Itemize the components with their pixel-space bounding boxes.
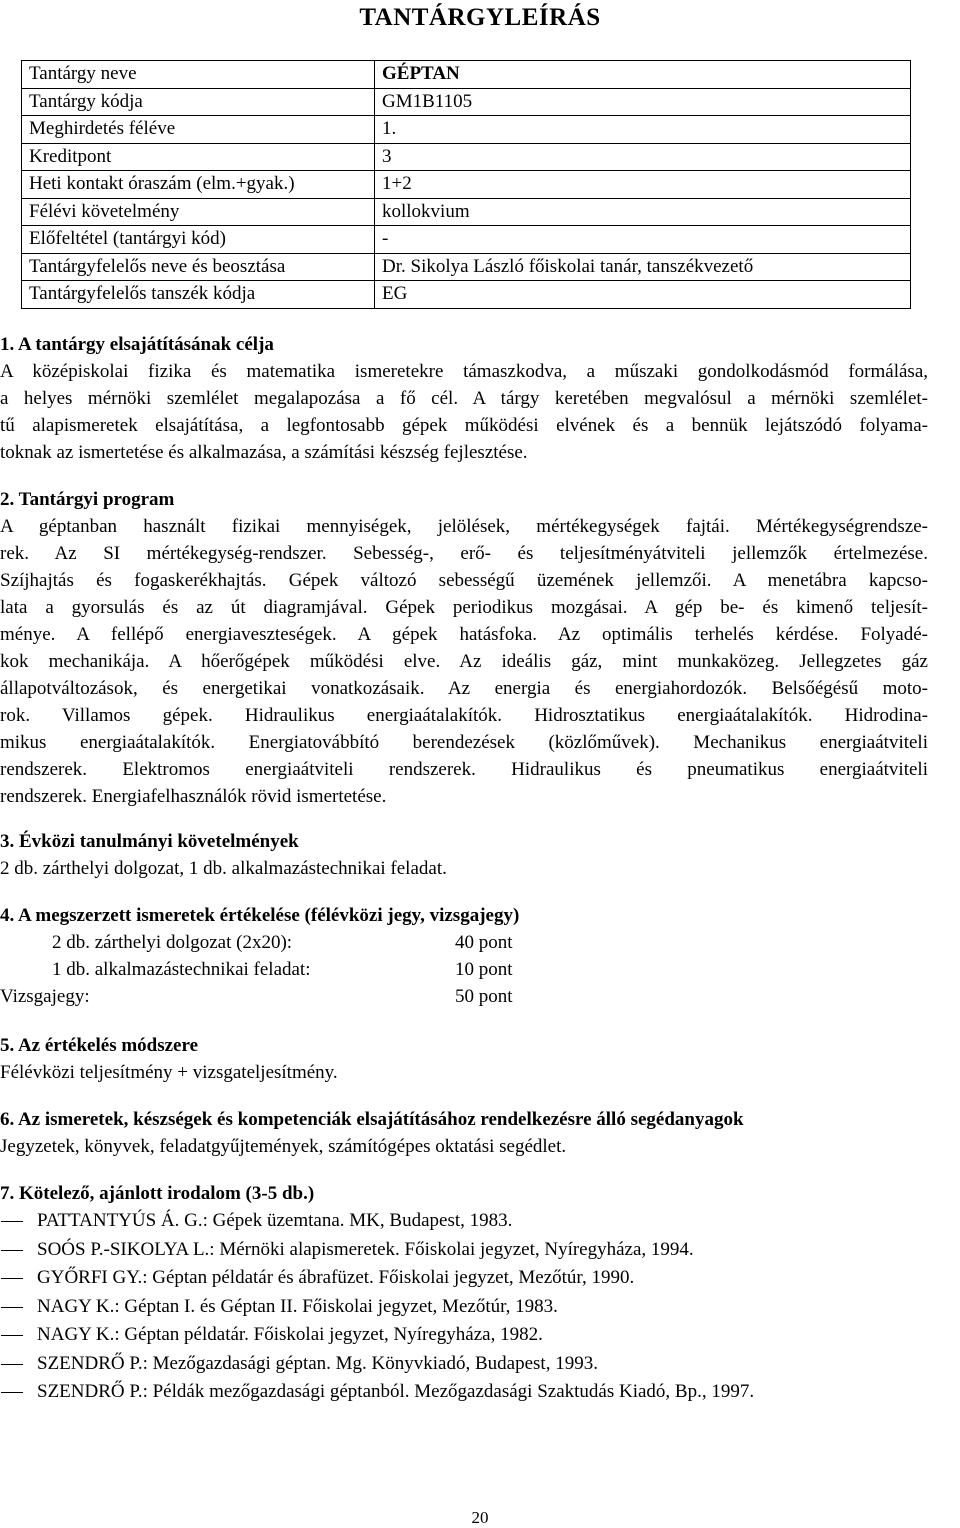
reference-text: GYŐRFI GY.: Géptan példatár és ábrafüzet. Főiskolai jegyzet, Mezőtúr, 1990. xyxy=(37,1267,635,1288)
text-line: mikus energiaátalakítók. Energiatovábbító berendezések (közlőművek). Mechanikus energiaátviteli xyxy=(0,732,928,753)
info-value: 1. xyxy=(375,116,911,144)
reference-text: NAGY K.: Géptan példatár. Főiskolai jegyzet, Nyíregyháza, 1982. xyxy=(37,1324,543,1345)
text-line: tű alapismeretek elsajátítása, a legfontosabb gépek működési elvének és a bennük lejátszódó folyama- xyxy=(0,415,928,436)
info-value: EG xyxy=(375,281,911,309)
grade-row xyxy=(0,983,928,1010)
info-value: GM1B1105 xyxy=(375,88,911,116)
grade-value: 50 pont xyxy=(455,986,513,1007)
text-line: ménye. A fellépő energiaveszteségek. A gépek hatásfoka. Az optimális terhelés kérdése. Folyadé- xyxy=(0,624,928,645)
dash-bullet xyxy=(1,1307,23,1308)
section-text: 2 db. zárthelyi dolgozat, 1 db. alkalmazástechnikai feladat. xyxy=(0,858,447,879)
section-heading: 5. Az értékelés módszere xyxy=(0,1035,199,1056)
grade-row xyxy=(0,956,928,983)
list-item xyxy=(0,1321,928,1350)
reference-text: SZENDRŐ P.: Mezőgazdasági géptan. Mg. Könyvkiadó, Budapest, 1993. xyxy=(37,1352,598,1374)
text-line: rok. Villamos gépek. Hidraulikus energiaátalakítók. Hidrosztatikus energiaátalakítók. Hidrodina- xyxy=(0,705,928,726)
table-row xyxy=(22,281,911,309)
section-heading: 3. Évközi tanulmányi követelmények xyxy=(0,831,299,852)
text-line: rendszerek. Elektromos energiaátviteli rendszerek. Hidraulikus és pneumatikus energiaátviteli xyxy=(0,759,928,780)
section-program xyxy=(0,486,928,810)
dash-bullet xyxy=(1,1364,23,1365)
info-label: Tantárgyfelelős neve és beosztása xyxy=(22,253,375,281)
section-heading: 7. Kötelező, ajánlott irodalom (3-5 db.) xyxy=(0,1183,315,1204)
text-line: kok mechanikája. A hőerőgépek működési elve. Az ideális gáz, mint munkaközeg. Jellegzetes gáz xyxy=(0,651,928,672)
text-line: a helyes mérnöki szemlélet megalapozása a fő cél. A tárgy keretében megvalósul a mérnöki szemlélet- xyxy=(0,388,928,409)
table-row xyxy=(22,88,911,116)
text-line: A géptanban használt fizikai mennyiségek, jelölések, mértékegységek fajtái. Mértékegységrendsze- xyxy=(0,516,928,537)
table-row xyxy=(22,116,911,144)
document-title: TANTÁRGYLEÍRÁS xyxy=(359,4,601,31)
info-label: Meghirdetés féléve xyxy=(22,116,375,144)
dash-bullet xyxy=(1,1221,23,1222)
list-item xyxy=(0,1350,928,1379)
reference-text: NAGY K.: Géptan I. és Géptan II. Főiskolai jegyzet, Mezőtúr, 1983. xyxy=(37,1295,558,1317)
list-item xyxy=(0,1264,928,1293)
info-value: GÉPTAN xyxy=(375,61,911,89)
grade-value: 10 pont xyxy=(455,959,513,980)
info-label: Tantárgy neve xyxy=(22,61,375,89)
table-row xyxy=(22,171,911,199)
section-aims xyxy=(0,331,928,466)
info-label: Előfeltétel (tantárgyi kód) xyxy=(22,226,375,254)
section-heading: 6. Az ismeretek, készségek és kompetenciák elsajátításához rendelkezésre álló segédanyagok xyxy=(0,1109,744,1130)
dash-bullet xyxy=(1,1278,23,1279)
dash-bullet xyxy=(1,1392,23,1393)
info-label: Kreditpont xyxy=(22,143,375,171)
list-item xyxy=(0,1378,928,1407)
text-line: toknak az ismertetése és alkalmazása, a számítási készség fejlesztése. xyxy=(0,442,528,463)
info-value: kollokvium xyxy=(375,198,911,226)
list-item xyxy=(0,1207,928,1236)
info-label: Félévi követelmény xyxy=(22,198,375,226)
section-evaluation xyxy=(0,902,928,1010)
section-materials xyxy=(0,1106,928,1160)
dash-bullet xyxy=(1,1250,23,1251)
grade-row xyxy=(0,929,928,956)
reference-text: PATTANTYÚS Á. G.: Gépek üzemtana. MK, Budapest, 1983. xyxy=(37,1210,513,1231)
grade-value: 40 pont xyxy=(455,932,513,953)
section-requirements xyxy=(0,828,928,882)
grade-label: Vizsgajegy: xyxy=(0,986,90,1007)
info-value: 1+2 xyxy=(375,171,911,199)
section-method xyxy=(0,1032,928,1086)
info-label: Heti kontakt óraszám (elm.+gyak.) xyxy=(22,171,375,199)
grade-label: 2 db. zárthelyi dolgozat (2x20): xyxy=(52,932,293,953)
table-row xyxy=(22,143,911,171)
text-line: Szíjhajtás és fogaskerékhajtás. Gépek változó sebességű üzemének jellemzői. A menetábra kapcso- xyxy=(0,570,928,591)
course-info-table xyxy=(21,60,911,309)
info-value: 3 xyxy=(375,143,911,171)
reference-text: SOÓS P.-SIKOLYA L.: Mérnöki alapismeretek. Főiskolai jegyzet, Nyíregyháza, 1994. xyxy=(37,1238,694,1260)
text-line: állapotváltozások, és energetikai vonatkozásaik. Az energia és energiahordozók. Belsőégésű moto- xyxy=(0,678,928,699)
section-heading: 2. Tantárgyi program xyxy=(0,489,175,510)
table-row xyxy=(22,253,911,281)
page-number: 20 xyxy=(471,1508,489,1527)
text-line: rendszerek. Energiafelhasználók rövid ismertetése. xyxy=(0,786,387,807)
grade-label: 1 db. alkalmazástechnikai feladat: xyxy=(52,959,311,980)
table-row xyxy=(22,226,911,254)
section-text: Félévközi teljesítmény + vizsgateljesítmény. xyxy=(0,1062,338,1083)
info-value: - xyxy=(375,226,911,254)
info-label: Tantárgy kódja xyxy=(22,88,375,116)
reference-text: SZENDRŐ P.: Példák mezőgazdasági géptanból. Mezőgazdasági Szaktudás Kiadó, Bp., 1997. xyxy=(37,1381,755,1402)
text-line: A középiskolai fizika és matematika ismeretekre támaszkodva, a műszaki gondolkodásmód formálása, xyxy=(0,361,928,382)
text-line: lata a gyorsulás és az út diagramjával. Gépek periodikus mozgásai. A gép be- és kimenő teljesít- xyxy=(0,597,928,618)
dash-bullet xyxy=(1,1335,23,1336)
literature-list xyxy=(0,1207,928,1407)
section-heading: 1. A tantárgy elsajátításának célja xyxy=(0,334,274,355)
section-heading: 4. A megszerzett ismeretek értékelése (félévközi jegy, vizsgajegy) xyxy=(0,905,520,926)
section-text: Jegyzetek, könyvek, feladatgyűjtemények, számítógépes oktatási segédlet. xyxy=(0,1136,567,1157)
list-item xyxy=(0,1293,928,1322)
info-label: Tantárgyfelelős tanszék kódja xyxy=(22,281,375,309)
text-line: rek. Az SI mértékegység-rendszer. Sebesség-, erő- és teljesítményátviteli jellemzők értelmezése. xyxy=(0,543,928,564)
table-row xyxy=(22,61,911,89)
list-item xyxy=(0,1236,928,1265)
table-row xyxy=(22,198,911,226)
section-literature xyxy=(0,1180,928,1407)
info-value: Dr. Sikolya László főiskolai tanár, tanszékvezető xyxy=(375,253,911,281)
